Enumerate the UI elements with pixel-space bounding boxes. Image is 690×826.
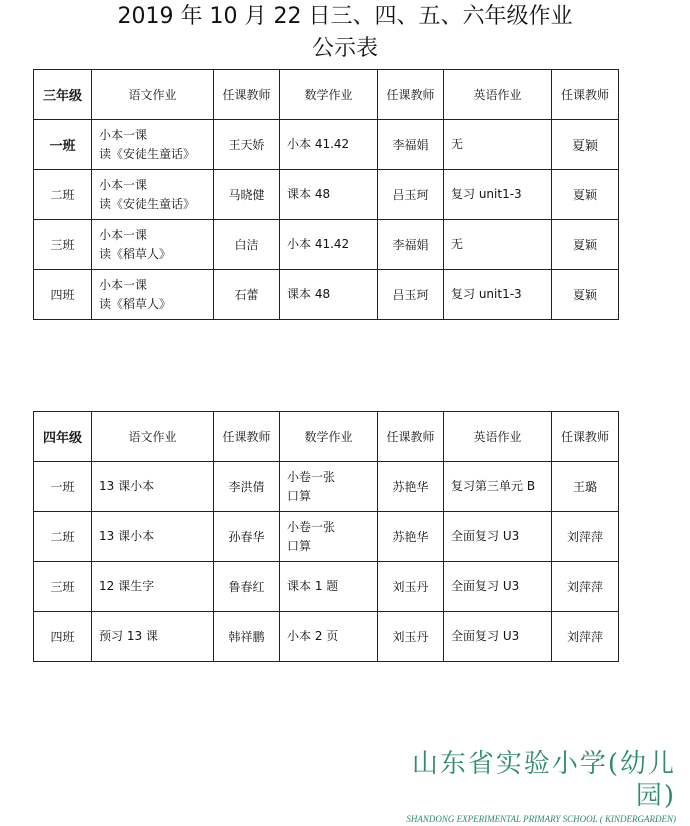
math-homework-cell (280, 512, 378, 562)
table-row (34, 270, 619, 320)
teacher-cell: 王璐 (552, 462, 619, 512)
math-homework-cell: 小本 2 页 (280, 612, 378, 662)
homework-line: 小本一课 (99, 127, 148, 142)
english-homework-cell: 复习第三单元 B (444, 462, 552, 512)
homework-line: 读《稻草人》 (99, 296, 172, 311)
teacher-cell: 马晓健 (214, 170, 280, 220)
math-homework-cell: 课本 1 题 (280, 562, 378, 612)
teacher-cell: 白洁 (214, 220, 280, 270)
column-header: 任课教师 (552, 412, 619, 462)
teacher-cell: 吕玉珂 (378, 270, 444, 320)
homework-line: 小本一课 (99, 277, 148, 292)
column-header: 任课教师 (378, 70, 444, 120)
english-homework-cell: 无 (444, 120, 552, 170)
teacher-cell: 李福娟 (378, 120, 444, 170)
class-cell: 一班 (34, 462, 92, 512)
chinese-homework-cell (92, 270, 214, 320)
class-cell: 四班 (34, 612, 92, 662)
homework-line: 口算 (287, 488, 312, 503)
chinese-homework-cell (92, 170, 214, 220)
chinese-homework-cell (92, 120, 214, 170)
table-header-row (34, 412, 619, 462)
chinese-homework-cell: 13 课小本 (92, 462, 214, 512)
english-homework-cell: 全面复习 U3 (444, 512, 552, 562)
teacher-cell: 刘玉丹 (378, 562, 444, 612)
table-row (34, 220, 619, 270)
teacher-cell: 王天娇 (214, 120, 280, 170)
teacher-cell: 刘萍萍 (552, 612, 619, 662)
math-homework-cell: 课本 48 (280, 270, 378, 320)
homework-line: 读《安徒生童话》 (99, 146, 196, 161)
column-header: 任课教师 (378, 412, 444, 462)
teacher-cell: 刘萍萍 (552, 562, 619, 612)
table-row (34, 512, 619, 562)
homework-line: 小卷一张 (287, 519, 336, 534)
english-homework-cell: 全面复习 U3 (444, 562, 552, 612)
class-cell: 三班 (34, 562, 92, 612)
school-logo (376, 748, 676, 826)
chinese-homework-cell: 13 课小本 (92, 512, 214, 562)
teacher-cell: 夏颖 (552, 220, 619, 270)
teacher-cell: 孙春华 (214, 512, 280, 562)
column-header: 任课教师 (214, 412, 280, 462)
column-header: 任课教师 (552, 70, 619, 120)
teacher-cell: 苏艳华 (378, 462, 444, 512)
table-row (34, 462, 619, 512)
teacher-cell: 鲁春红 (214, 562, 280, 612)
homework-line: 口算 (287, 538, 312, 553)
page-subtitle: 公示表 (311, 36, 378, 61)
column-header: 任课教师 (214, 70, 280, 120)
column-header: 语文作业 (92, 412, 214, 462)
english-homework-cell: 全面复习 U3 (444, 612, 552, 662)
homework-line: 小本一课 (99, 227, 148, 242)
table-row (34, 562, 619, 612)
class-cell: 一班 (34, 120, 92, 170)
teacher-cell: 刘萍萍 (552, 512, 619, 562)
homework-line: 小卷一张 (287, 469, 336, 484)
class-cell: 三班 (34, 220, 92, 270)
class-cell: 二班 (34, 170, 92, 220)
column-header: 语文作业 (92, 70, 214, 120)
homework-line: 小本一课 (99, 177, 148, 192)
english-homework-cell: 无 (444, 220, 552, 270)
column-header: 数学作业 (280, 412, 378, 462)
math-homework-cell: 小本 41.42 (280, 220, 378, 270)
page-title: 2019 年 10 月 22 日三、四、五、六年级作业 (117, 4, 573, 29)
column-header: 英语作业 (444, 412, 552, 462)
table-row (34, 120, 619, 170)
teacher-cell: 李福娟 (378, 220, 444, 270)
math-homework-cell: 小本 41.42 (280, 120, 378, 170)
grade3-homework-table (33, 69, 619, 320)
column-header: 数学作业 (280, 70, 378, 120)
teacher-cell: 韩祥鹏 (214, 612, 280, 662)
teacher-cell: 苏艳华 (378, 512, 444, 562)
chinese-homework-cell (92, 220, 214, 270)
teacher-cell: 夏颖 (552, 170, 619, 220)
teacher-cell: 石蕾 (214, 270, 280, 320)
class-cell: 四班 (34, 270, 92, 320)
english-homework-cell: 复习 unit1-3 (444, 270, 552, 320)
table-header-row (34, 70, 619, 120)
chinese-homework-cell: 预习 13 课 (92, 612, 214, 662)
table-row (34, 612, 619, 662)
class-cell: 二班 (34, 512, 92, 562)
homework-line: 读《稻草人》 (99, 246, 172, 261)
teacher-cell: 吕玉珂 (378, 170, 444, 220)
school-name-cn: 山东省实验小学(幼儿园) (411, 749, 676, 811)
teacher-cell: 夏颖 (552, 120, 619, 170)
teacher-cell: 夏颖 (552, 270, 619, 320)
math-homework-cell (280, 462, 378, 512)
grade4-homework-table (33, 411, 619, 662)
homework-line: 读《安徒生童话》 (99, 196, 196, 211)
column-header: 英语作业 (444, 70, 552, 120)
table-row (34, 170, 619, 220)
school-name-en: SHANDONG EXPERIMENTAL PRIMARY SCHOOL ( KINDERGARDEN) (406, 814, 676, 824)
math-homework-cell: 课本 48 (280, 170, 378, 220)
english-homework-cell: 复习 unit1-3 (444, 170, 552, 220)
grade-header: 四年级 (34, 412, 92, 462)
teacher-cell: 李洪倩 (214, 462, 280, 512)
teacher-cell: 刘玉丹 (378, 612, 444, 662)
chinese-homework-cell: 12 课生字 (92, 562, 214, 612)
grade-header: 三年级 (34, 70, 92, 120)
